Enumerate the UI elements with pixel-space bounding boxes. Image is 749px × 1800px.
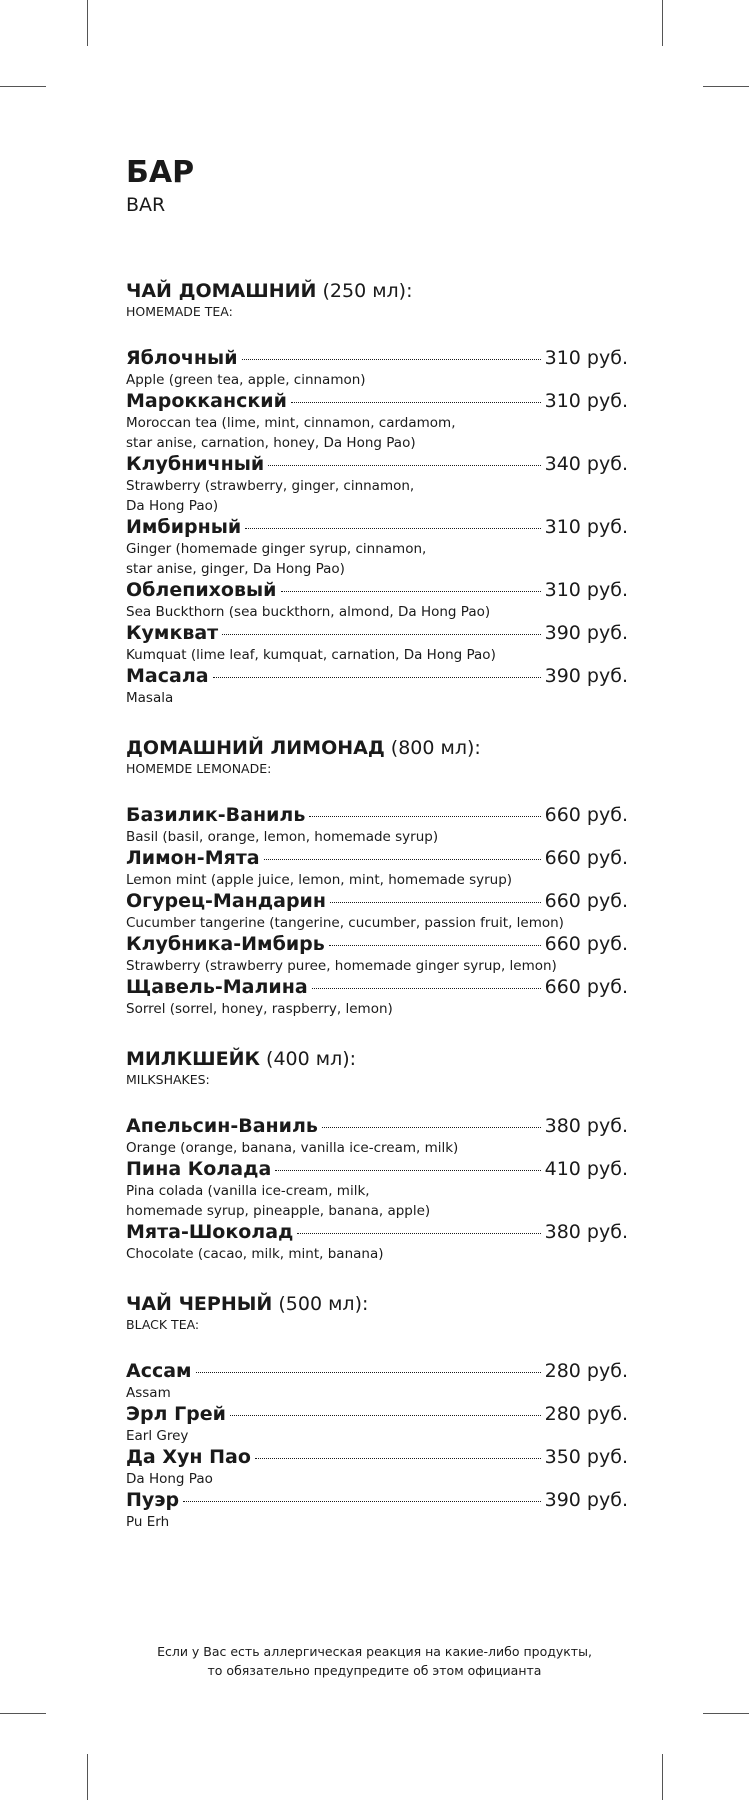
allergy-note: Если у Вас есть аллергическая реакция на какие-либо продукты, то обязательно предупредите об этом официанта bbox=[157, 1644, 592, 1678]
menu-item-price: 390 руб. bbox=[544, 665, 628, 687]
menu-item bbox=[126, 1446, 628, 1489]
menu-item-description: Masala bbox=[126, 690, 174, 706]
menu-item-name: Щавель-Малина bbox=[126, 976, 308, 998]
menu-item-price: 390 руб. bbox=[544, 622, 628, 644]
dot-leader bbox=[213, 677, 541, 678]
dot-leader bbox=[281, 591, 541, 592]
menu-item-name: Эрл Грей bbox=[126, 1403, 226, 1425]
menu-item-price: 280 руб. bbox=[544, 1360, 628, 1382]
menu-item-description: Pina colada (vanilla ice-cream, milk, homemade syrup, pineapple, banana, apple) bbox=[126, 1183, 431, 1219]
dot-leader bbox=[312, 988, 541, 989]
crop-mark-left-bottom bbox=[0, 1713, 46, 1714]
section-heading-volume: (800 мл): bbox=[384, 737, 481, 759]
menu-item-row bbox=[126, 453, 628, 476]
menu-section bbox=[126, 279, 628, 708]
menu-item-price: 660 руб. bbox=[544, 890, 628, 912]
menu-item-row bbox=[126, 1360, 628, 1383]
menu-item-name: Ассам bbox=[126, 1360, 192, 1382]
dot-leader bbox=[268, 465, 540, 466]
dot-leader bbox=[291, 402, 541, 403]
crop-mark-top-right bbox=[662, 0, 663, 46]
menu-item-price: 340 руб. bbox=[544, 453, 628, 475]
menu-item bbox=[126, 1158, 628, 1221]
crop-mark-bottom-left bbox=[87, 1754, 88, 1800]
section-subheading: HOMEMADE TEA: bbox=[126, 304, 233, 319]
section-heading-volume: (250 мл): bbox=[316, 280, 413, 302]
section-heading bbox=[126, 279, 628, 303]
menu-item-price: 660 руб. bbox=[544, 847, 628, 869]
menu-item-name: Облепиховый bbox=[126, 579, 277, 601]
menu-item-list bbox=[126, 804, 628, 1019]
menu-item-description: Strawberry (strawberry puree, homemade ginger syrup, lemon) bbox=[126, 958, 557, 974]
section-heading-title: ЧАЙ ЧЕРНЫЙ bbox=[126, 1293, 273, 1315]
section-subheading: HOMEMDE LEMONADE: bbox=[126, 761, 272, 776]
menu-item-description: Earl Grey bbox=[126, 1428, 189, 1444]
menu-item-row bbox=[126, 579, 628, 602]
dot-leader bbox=[255, 1458, 541, 1459]
section-heading bbox=[126, 1292, 628, 1316]
dot-leader bbox=[309, 816, 540, 817]
menu-item-price: 310 руб. bbox=[544, 579, 628, 601]
crop-mark-left-top bbox=[0, 86, 46, 87]
menu-item-description: Chocolate (cacao, milk, mint, banana) bbox=[126, 1246, 384, 1262]
menu-item-name: Марокканский bbox=[126, 390, 287, 412]
dot-leader bbox=[330, 902, 541, 903]
menu-item-row bbox=[126, 1221, 628, 1244]
menu-item-description: Ginger (homemade ginger syrup, cinnamon, star anise, ginger, Da Hong Pao) bbox=[126, 541, 427, 577]
dot-leader bbox=[245, 528, 540, 529]
crop-mark-right-top bbox=[703, 86, 749, 87]
section-heading-volume: (500 мл): bbox=[272, 1293, 369, 1315]
menu-item-row bbox=[126, 1489, 628, 1512]
menu-item-row bbox=[126, 1446, 628, 1469]
menu-item-row bbox=[126, 976, 628, 999]
menu-item-price: 350 руб. bbox=[544, 1446, 628, 1468]
menu-item bbox=[126, 1489, 628, 1532]
menu-item-name: Имбирный bbox=[126, 516, 242, 538]
section-heading-title: ЧАЙ ДОМАШНИЙ bbox=[126, 280, 317, 302]
menu-item-list bbox=[126, 1115, 628, 1264]
menu-item-row bbox=[126, 516, 628, 539]
menu-item-name: Клубничный bbox=[126, 453, 265, 475]
menu-item-name: Апельсин-Ваниль bbox=[126, 1115, 318, 1137]
menu-item bbox=[126, 622, 628, 665]
crop-mark-bottom-right bbox=[662, 1754, 663, 1800]
menu-item-row bbox=[126, 347, 628, 370]
menu-item-row bbox=[126, 665, 628, 688]
menu-item bbox=[126, 1403, 628, 1446]
dot-leader bbox=[222, 634, 540, 635]
menu-item-price: 410 руб. bbox=[544, 1158, 628, 1180]
menu-item-price: 310 руб. bbox=[544, 390, 628, 412]
menu-item-description: Lemon mint (apple juice, lemon, mint, homemade syrup) bbox=[126, 872, 513, 888]
menu-item-row bbox=[126, 622, 628, 645]
menu-item-description: Assam bbox=[126, 1385, 171, 1401]
section-heading bbox=[126, 736, 628, 760]
menu-item bbox=[126, 1115, 628, 1158]
section-heading-title: МИЛКШЕЙК bbox=[126, 1048, 261, 1070]
menu-item-name: Лимон-Мята bbox=[126, 847, 260, 869]
menu-item-description: Apple (green tea, apple, cinnamon) bbox=[126, 372, 366, 388]
menu-item bbox=[126, 804, 628, 847]
section-heading-title: ДОМАШНИЙ ЛИМОНАД bbox=[126, 737, 385, 759]
menu-item-price: 660 руб. bbox=[544, 804, 628, 826]
dot-leader bbox=[242, 359, 541, 360]
menu-item-name: Кумкват bbox=[126, 622, 219, 644]
menu-item-description: Kumquat (lime leaf, kumquat, carnation, Da Hong Pao) bbox=[126, 647, 496, 663]
dot-leader bbox=[230, 1415, 541, 1416]
menu-item-name: Базилик-Ваниль bbox=[126, 804, 306, 826]
dot-leader bbox=[275, 1170, 540, 1171]
menu-item-description: Cucumber tangerine (tangerine, cucumber, passion fruit, lemon) bbox=[126, 915, 564, 931]
dot-leader bbox=[264, 859, 541, 860]
menu-item-price: 310 руб. bbox=[544, 347, 628, 369]
menu-item bbox=[126, 890, 628, 933]
page-subtitle: BAR bbox=[126, 194, 166, 216]
menu-item-price: 380 руб. bbox=[544, 1221, 628, 1243]
dot-leader bbox=[329, 945, 541, 946]
menu-item-row bbox=[126, 1158, 628, 1181]
menu-item-list bbox=[126, 347, 628, 708]
section-heading bbox=[126, 1047, 628, 1071]
menu-item-row bbox=[126, 933, 628, 956]
menu-item-description: Da Hong Pao bbox=[126, 1471, 213, 1487]
menu-item-name: Пина Колада bbox=[126, 1158, 272, 1180]
menu-item bbox=[126, 976, 628, 1019]
menu-item bbox=[126, 579, 628, 622]
menu-section bbox=[126, 1292, 628, 1532]
menu-item bbox=[126, 847, 628, 890]
menu-item-row bbox=[126, 390, 628, 413]
menu-item-name: Клубника-Имбирь bbox=[126, 933, 325, 955]
page-title: БАР bbox=[126, 155, 195, 190]
menu-item bbox=[126, 665, 628, 708]
menu-item-description: Orange (orange, banana, vanilla ice-cream, milk) bbox=[126, 1140, 459, 1156]
menu-item-description: Basil (basil, orange, lemon, homemade syrup) bbox=[126, 829, 439, 845]
menu-item bbox=[126, 453, 628, 516]
section-heading-volume: (400 мл): bbox=[260, 1048, 357, 1070]
menu-item-row bbox=[126, 1403, 628, 1426]
menu-item-list bbox=[126, 1360, 628, 1532]
menu-item-row bbox=[126, 847, 628, 870]
menu-item-name: Огурец-Мандарин bbox=[126, 890, 326, 912]
menu-item-name: Масала bbox=[126, 665, 209, 687]
dot-leader bbox=[196, 1372, 541, 1373]
dot-leader bbox=[322, 1127, 541, 1128]
menu-item-description: Pu Erh bbox=[126, 1514, 170, 1530]
menu-content bbox=[126, 155, 628, 1532]
crop-mark-right-bottom bbox=[703, 1713, 749, 1714]
menu-item-row bbox=[126, 890, 628, 913]
dot-leader bbox=[183, 1501, 540, 1502]
menu-item-description: Moroccan tea (lime, mint, cinnamon, cardamom, star anise, carnation, honey, Da Hong Pao) bbox=[126, 415, 456, 451]
menu-section bbox=[126, 736, 628, 1019]
menu-item-description: Sea Buckthorn (sea buckthorn, almond, Da Hong Pao) bbox=[126, 604, 491, 620]
menu-item bbox=[126, 1360, 628, 1403]
menu-item-name: Да Хун Пао bbox=[126, 1446, 251, 1468]
menu-item-price: 310 руб. bbox=[544, 516, 628, 538]
menu-item-name: Мята-Шоколад bbox=[126, 1221, 294, 1243]
section-subheading: MILKSHAKES: bbox=[126, 1072, 210, 1087]
menu-section bbox=[126, 1047, 628, 1264]
menu-item bbox=[126, 516, 628, 579]
crop-mark-top-left bbox=[87, 0, 88, 46]
menu-item-description: Strawberry (strawberry, ginger, cinnamon, Da Hong Pao) bbox=[126, 478, 415, 514]
menu-item-price: 380 руб. bbox=[544, 1115, 628, 1137]
menu-item bbox=[126, 390, 628, 453]
menu-item-price: 660 руб. bbox=[544, 933, 628, 955]
menu-item-price: 280 руб. bbox=[544, 1403, 628, 1425]
menu-item bbox=[126, 347, 628, 390]
menu-item-price: 390 руб. bbox=[544, 1489, 628, 1511]
menu-item-price: 660 руб. bbox=[544, 976, 628, 998]
menu-item bbox=[126, 933, 628, 976]
menu-item-row bbox=[126, 804, 628, 827]
menu-item bbox=[126, 1221, 628, 1264]
dot-leader bbox=[297, 1233, 540, 1234]
menu-item-description: Sorrel (sorrel, honey, raspberry, lemon) bbox=[126, 1001, 393, 1017]
menu-item-name: Пуэр bbox=[126, 1489, 180, 1511]
menu-item-row bbox=[126, 1115, 628, 1138]
menu-item-name: Яблочный bbox=[126, 347, 238, 369]
menu-sections bbox=[126, 279, 628, 1532]
section-subheading: BLACK TEA: bbox=[126, 1317, 200, 1332]
